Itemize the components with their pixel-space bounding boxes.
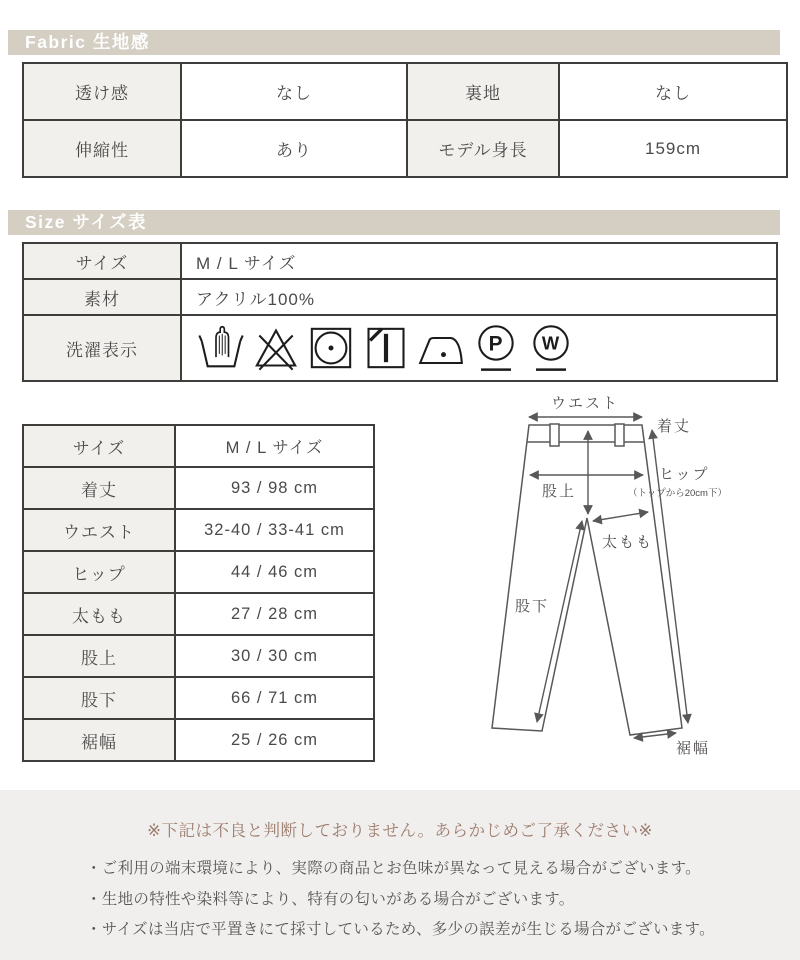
table-row: [23, 120, 787, 177]
row-value: なし: [559, 63, 787, 120]
row-value: 159cm: [559, 120, 787, 177]
row-label: サイズ: [23, 425, 175, 467]
note-item: ・生地の特性や染料等により、特有の匂いがある場合がございます。: [86, 890, 575, 908]
table-row: [23, 279, 777, 315]
rise-label: 股上: [542, 483, 577, 500]
row-value: 32-40 / 33-41 cm: [175, 509, 374, 551]
row-value: 30 / 30 cm: [175, 635, 374, 677]
row-value: なし: [181, 63, 407, 120]
notes-heading: ※下記は不良と判断しておりません。あらかじめご了承ください※: [147, 822, 653, 840]
table-row: [23, 509, 374, 551]
row-label: ヒップ: [23, 551, 175, 593]
table-row: [23, 467, 374, 509]
size-info-table: [22, 242, 778, 382]
row-label: 着丈: [23, 467, 175, 509]
row-label: 裾幅: [23, 719, 175, 761]
iron-low-icon: [416, 320, 466, 376]
dry-clean-p-icon: [471, 320, 521, 376]
row-value: 44 / 46 cm: [175, 551, 374, 593]
row-value: 93 / 98 cm: [175, 467, 374, 509]
row-label: モデル身長: [407, 120, 559, 177]
row-value: 66 / 71 cm: [175, 677, 374, 719]
table-row: [23, 593, 374, 635]
line-dry-in-shade-icon: [361, 320, 411, 376]
care-letter: P: [488, 332, 504, 356]
row-value: M / L サイズ: [181, 243, 777, 279]
row-label: 洗濯表示: [23, 315, 181, 381]
row-value: あり: [181, 120, 407, 177]
hand-wash-icon: [196, 320, 246, 376]
table-row: [23, 63, 787, 120]
notes-list: [0, 854, 800, 946]
row-label: 伸縮性: [23, 120, 181, 177]
thigh-arrow: [593, 512, 648, 521]
note-item: ・サイズは当店で平置きにて採寸しているため、多少の誤差が生じる場合がございます。: [86, 921, 715, 938]
row-label: 股上: [23, 635, 175, 677]
row-value: 25 / 26 cm: [175, 719, 374, 761]
inseam-arrow: [537, 521, 582, 722]
size-section-header: Size サイズ表: [8, 210, 780, 235]
inseam-label: 股下: [515, 598, 550, 615]
thigh-label: 太もも: [602, 534, 654, 551]
table-row: [23, 551, 374, 593]
do-not-bleach-icon: [251, 320, 301, 376]
row-label: 股下: [23, 677, 175, 719]
table-row: [23, 677, 374, 719]
table-row: [23, 425, 374, 467]
tumble-dry-low-icon: [306, 320, 356, 376]
table-row: [23, 635, 374, 677]
fabric-table: [22, 62, 788, 178]
row-value: 27 / 28 cm: [175, 593, 374, 635]
fabric-section-header: Fabric 生地感: [8, 30, 780, 55]
row-label: 裏地: [407, 63, 559, 120]
care-letter: W: [541, 332, 561, 354]
table-row: [23, 243, 777, 279]
row-label: サイズ: [23, 243, 181, 279]
notes-section: [0, 790, 800, 960]
pants-measurement-diagram: [430, 388, 800, 780]
hem-width-label: 裾幅: [676, 740, 711, 757]
table-row: [23, 315, 777, 381]
row-value: M / L サイズ: [175, 425, 374, 467]
note-item: ・ご利用の端末環境により、実際の商品とお色味が異なって見える場合がございます。: [86, 860, 701, 877]
row-label: 太もも: [23, 593, 175, 635]
wet-clean-w-icon: [526, 320, 576, 376]
row-label: ウエスト: [23, 509, 175, 551]
row-value: アクリル100%: [181, 279, 777, 315]
hip-label: ヒップ: [659, 466, 710, 483]
pants-outline: [492, 424, 682, 735]
care-symbols: [196, 320, 776, 376]
length-label: 着丈: [657, 418, 692, 435]
table-row: [23, 719, 374, 761]
waist-label: ウエスト: [550, 395, 620, 412]
measurements-table: [22, 424, 375, 762]
row-label: 素材: [23, 279, 181, 315]
row-label: 透け感: [23, 63, 181, 120]
hip-note-label: （トップから20cm下）: [628, 488, 727, 499]
care-symbols-cell: [181, 315, 777, 381]
